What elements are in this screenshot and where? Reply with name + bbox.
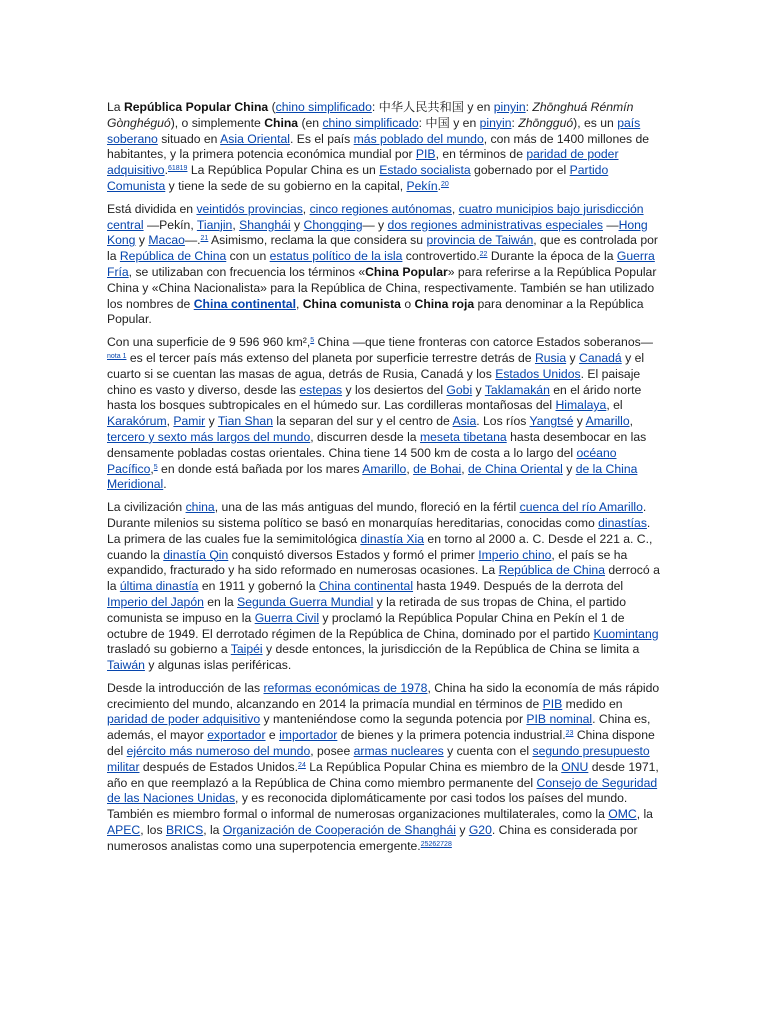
text-run: , en términos de — [435, 147, 527, 162]
article-link[interactable]: República de China — [119, 249, 227, 264]
text-run: , — [295, 296, 303, 311]
article-link[interactable]: China continental — [318, 579, 414, 594]
text-run: La civilización — [107, 500, 186, 515]
article-link[interactable]: océano Pacífico — [107, 445, 617, 476]
article-link[interactable]: Pekín — [406, 178, 438, 193]
reference-link[interactable]: 25262728 — [420, 840, 452, 848]
article-link[interactable]: paridad de poder adquisitivo — [107, 147, 619, 178]
article-link[interactable]: cinco regiones autónomas — [309, 201, 452, 216]
text-run: de bienes y la primera potencia industrial. — [337, 728, 566, 743]
text-run: , posee — [310, 744, 354, 759]
text-run: y desde entonces, la jurisdicción de la República de China se limita a — [262, 642, 640, 657]
article-link[interactable]: segundo presupuesto militar — [107, 744, 650, 774]
text-run: La República Popular China es un — [187, 163, 380, 178]
text-run: . — [437, 178, 442, 193]
italic-term: Zhōngguó — [518, 115, 574, 130]
text-run: . — [163, 477, 167, 492]
text-run: en 1911 y gobernó la — [198, 579, 319, 594]
article-link[interactable]: Estado socialista — [379, 163, 471, 178]
article-link[interactable]: Imperio chino — [478, 547, 552, 562]
text-run: , — [629, 414, 633, 429]
text-run: , — [461, 461, 468, 476]
bold-term: China Popular — [365, 264, 448, 279]
article-link[interactable]: cuenca del río Amarillo — [519, 500, 643, 515]
reference-superscript — [421, 841, 452, 848]
article-link[interactable]: pinyin — [479, 115, 512, 130]
article-link[interactable]: Pamir — [173, 414, 206, 429]
text-run: (en — [298, 115, 323, 130]
article-link[interactable]: Tian Shan — [217, 414, 273, 429]
text-run: es el tercer país más extenso del planeta por superficie terrestre detrás de — [126, 350, 535, 365]
text-run: , con más de 1400 millones de habitantes, y la primera potencia económica mundial por — [107, 131, 650, 162]
text-run: después de Estados Unidos. — [139, 759, 299, 774]
article-paragraph — [107, 681, 661, 855]
article-link[interactable]: Amarillo — [362, 461, 407, 476]
text-run: ), o simplemente — [170, 115, 265, 130]
reference-superscript — [107, 353, 126, 360]
text-run: derrocó a la — [107, 563, 660, 594]
article-link[interactable]: Estados Unidos — [495, 366, 581, 381]
text-run: , los — [140, 823, 166, 838]
text-run: » para referirse a la República Popular China y «China Nacionalista» para la República de China, respectivamente. También se han utilizado los nombres de — [107, 264, 657, 311]
text-run: hasta desembocar en las densamente pobladas costas orientales. China tiene 14 500 km de costa a lo largo del — [107, 429, 647, 460]
article-link[interactable]: Rusia — [534, 350, 567, 365]
article-link[interactable]: pinyin — [493, 100, 526, 114]
article-link[interactable]: Asia — [452, 414, 477, 429]
text-run: , una de las más antiguas del mundo, floreció en la fértil — [214, 500, 520, 515]
text-run: , — [150, 461, 154, 476]
article-link[interactable]: dinastías — [598, 515, 647, 530]
article-paragraph — [107, 500, 661, 674]
article-link[interactable]: meseta tibetana — [419, 429, 507, 444]
text-run: y la retirada de sus tropas de China, el partido comunista se impuso en la — [107, 594, 626, 625]
text-run: ( — [268, 100, 276, 114]
text-run: y — [566, 350, 580, 365]
reference-superscript — [298, 762, 306, 769]
article-link[interactable]: Taiwán — [107, 658, 145, 673]
article-link[interactable]: chino simplificado — [275, 100, 372, 114]
article-link[interactable]: china — [185, 500, 215, 515]
article-link[interactable]: China continental — [193, 296, 296, 311]
text-run: e — [265, 728, 280, 743]
text-run: , el — [606, 398, 623, 413]
article-link[interactable]: tercero y sexto más largos del mundo — [107, 429, 311, 444]
article-link[interactable]: Taklamakán — [484, 382, 550, 397]
text-run: en donde está bañada por los mares — [157, 461, 363, 476]
reference-link[interactable]: 22 — [479, 251, 488, 259]
article-link[interactable]: de Bohai — [413, 461, 462, 476]
text-run: , China ha sido la economía de más rápido crecimiento del mundo, alcanzando en 2014 la primacía mundial en términos de — [107, 680, 660, 711]
article-link[interactable]: reformas económicas de 1978 — [263, 680, 428, 695]
article-paragraph — [107, 202, 661, 328]
text-run: controvertido. — [402, 249, 480, 264]
text-run: gobernado por el — [470, 163, 570, 178]
text-run: y — [135, 233, 149, 248]
text-run: y — [573, 414, 586, 429]
article-link[interactable]: Taipéi — [230, 642, 263, 657]
article-link[interactable]: más poblado del mundo — [353, 131, 484, 146]
article-link[interactable]: importador — [279, 728, 338, 743]
text-run: y el cuarto si se cuentan las masas de agua, detrás de Rusia, Canadá y los — [107, 350, 645, 381]
text-run: . — [164, 163, 168, 178]
text-run: , discurren desde la — [310, 429, 420, 444]
article-link[interactable]: Himalaya — [555, 398, 607, 413]
article-link[interactable]: estepas — [299, 382, 343, 397]
bold-term: China comunista — [302, 296, 401, 311]
text-run: , — [232, 217, 240, 232]
article-link[interactable]: Asia Oriental — [220, 131, 290, 146]
article-link[interactable]: Partido Comunista — [107, 163, 609, 193]
article-link[interactable]: Yangtsé — [529, 414, 574, 429]
article-link[interactable]: estatus político de la isla — [269, 249, 403, 264]
text-run: . La primera de las cuales fue la semimitológica — [107, 515, 651, 546]
article-link[interactable]: chino simplificado — [322, 115, 419, 130]
article-link[interactable]: Macao — [148, 233, 185, 248]
text-run: : 中国 y en — [418, 115, 480, 130]
article-link[interactable]: PIB — [415, 147, 436, 162]
article-link[interactable]: PIB — [542, 696, 563, 711]
text-run: y manteniéndose como la segunda potencia por — [260, 712, 527, 727]
article-link[interactable]: de China Oriental — [468, 461, 563, 476]
text-run: : 中华人民共和国 y en — [371, 100, 494, 114]
article-link[interactable]: exportador — [207, 728, 266, 743]
reference-link[interactable]: 20 — [441, 180, 449, 188]
text-run: con un — [226, 249, 270, 264]
text-run: . China es considerada por numerosos analistas como una superpotencia emergente. — [107, 823, 638, 853]
text-run: y — [562, 461, 576, 476]
article-link[interactable]: dinastía Xia — [360, 531, 425, 546]
text-run: , el país se ha expandido, fracturado y ha sido reformado en numerosas ocasiones. La — [107, 547, 628, 578]
text-run: — y — [362, 217, 388, 232]
text-run: Durante la época de la — [487, 249, 617, 264]
text-run: y tiene la sede de su gobierno en la capital, — [165, 178, 407, 193]
text-run: China dispone del — [107, 728, 655, 759]
italic-term: Zhōnghuá Rénmín Gònghéguó — [107, 100, 634, 130]
article-link[interactable]: Organización de Cooperación de Shanghái — [222, 823, 456, 838]
text-run: y — [455, 823, 469, 838]
text-run: —Pekín, — [143, 217, 197, 232]
text-run: La República Popular China es miembro de la — [305, 759, 562, 774]
text-run: , — [302, 201, 310, 216]
article-link[interactable]: de la China Meridional — [107, 461, 638, 492]
article-link[interactable]: ejército más numeroso del mundo — [126, 744, 311, 759]
text-run: La — [107, 100, 124, 114]
article-link[interactable]: Kuomintang — [593, 626, 659, 641]
article-link[interactable]: APEC — [107, 823, 141, 838]
text-run: : — [525, 100, 533, 114]
article-body — [107, 100, 661, 862]
text-run: . Los ríos — [476, 414, 530, 429]
article-link[interactable]: Karakórum — [107, 414, 167, 429]
reference-link[interactable]: 21 — [200, 235, 209, 243]
text-run: y — [472, 382, 485, 397]
article-link[interactable]: G20 — [468, 823, 492, 838]
text-run: medido en — [562, 696, 623, 711]
article-link[interactable]: país soberano — [107, 115, 641, 146]
text-run: ), es un — [573, 115, 618, 130]
reference-link[interactable]: 5 — [153, 463, 158, 471]
article-link[interactable]: OMC — [608, 807, 637, 822]
text-run: Está dividida en — [107, 201, 197, 216]
text-run: China —que tiene fronteras con catorce Estados soberanos— — [314, 335, 653, 350]
text-run: . Es el país — [289, 131, 354, 146]
article-link[interactable]: República de China — [498, 563, 605, 578]
article-link[interactable]: Canadá — [579, 350, 622, 365]
article-link[interactable]: Guerra Civil — [254, 610, 320, 625]
text-run: —. — [184, 233, 201, 248]
article-link[interactable]: Consejo de Seguridad de las Naciones Unidas — [107, 775, 658, 806]
reference-superscript — [441, 181, 449, 188]
article-link[interactable]: Imperio del Japón — [107, 594, 204, 609]
reference-link[interactable]: 61819 — [167, 165, 188, 173]
reference-link[interactable]: 23 — [565, 730, 574, 738]
text-run: , — [406, 461, 414, 476]
text-run: desde 1971, año en que reemplazó a la República de China como miembro permanente del — [107, 759, 659, 790]
article-link[interactable]: Shanghái — [239, 217, 291, 232]
text-run: conquistó diversos Estados y formó el primer — [228, 547, 479, 562]
text-run: : — [511, 115, 519, 130]
article-link[interactable]: paridad de poder adquisitivo — [107, 712, 261, 727]
text-run: , que es controlada por la — [107, 233, 658, 264]
text-run: , la — [203, 823, 223, 838]
text-run: en el árido norte hasta los bosques subtropicales en el húmedo sur. Las cordilleras montañosas del — [107, 382, 642, 413]
article-link[interactable]: armas nucleares — [353, 744, 444, 759]
text-run: — — [602, 217, 619, 232]
text-run: Asimismo, reclama la que considera su — [208, 233, 427, 248]
article-link[interactable]: Hong Kong — [107, 217, 648, 248]
article-link[interactable]: Segunda Guerra Mundial — [237, 594, 374, 609]
text-run: y proclamó la República Popular China en Pekín el 1 de octubre de 1949. El derrotado régimen de la República de China, dominado por el partido — [107, 610, 625, 641]
article-link[interactable]: BRICS — [165, 823, 204, 838]
text-run: , se utilizaban con frecuencia los términos « — [128, 264, 366, 279]
bold-term: China roja — [414, 296, 475, 311]
text-run: . Durante milenios su sistema político se basó en monarquías hereditarias, conocidas como — [107, 500, 647, 530]
text-run: y algunas islas periféricas. — [144, 658, 292, 673]
reference-link[interactable]: 24 — [298, 761, 306, 769]
text-run: Con una superficie de 9 596 960 km², — [107, 335, 311, 350]
reference-link[interactable]: nota 1 — [107, 352, 127, 360]
text-run: . El paisaje chino es vasto y diverso, desde las — [107, 366, 641, 397]
text-run: , — [166, 414, 174, 429]
text-run: , la — [636, 807, 653, 822]
article-link[interactable]: provincia de Taiwán — [426, 233, 534, 248]
text-run: o — [400, 296, 415, 311]
article-link[interactable]: dinastía Qin — [163, 547, 229, 562]
text-run: situado en — [157, 131, 221, 146]
text-run: y — [290, 217, 304, 232]
article-link[interactable]: veintidós provincias — [196, 201, 303, 216]
text-run: en la — [203, 594, 238, 609]
article-paragraph — [107, 335, 661, 493]
text-run: en torno al 2000 a. C. Desde el 221 a. C., cuando la — [107, 531, 653, 562]
text-run: , y es reconocida diplomáticamente por casi todos los países del mundo. También es miembro formal o informal de numerosas organizaciones multilaterales, como la — [107, 791, 628, 822]
article-link[interactable]: Gobi — [446, 382, 473, 397]
article-link[interactable]: Guerra Fría — [107, 249, 655, 279]
article-link[interactable]: PIB nominal — [526, 712, 593, 727]
reference-link[interactable]: 5 — [310, 337, 315, 345]
reference-superscript — [168, 165, 187, 172]
text-run: para denominar a la República Popular. — [107, 296, 644, 327]
article-link[interactable]: Amarillo — [585, 414, 630, 429]
article-link[interactable]: Chongqing — [303, 217, 363, 232]
text-run: trasladó su gobierno a — [107, 642, 231, 657]
text-run: , — [451, 201, 459, 216]
article-link[interactable]: Tianjin — [196, 217, 233, 232]
text-run: y — [205, 414, 218, 429]
article-link[interactable]: cuatro municipios bajo jurisdicción central — [107, 201, 644, 232]
article-link[interactable]: última dinastía — [119, 579, 199, 594]
bold-term: China — [264, 115, 299, 130]
text-run: y cuenta con el — [443, 744, 533, 759]
text-run: hasta 1949. Después de la derrota del — [413, 579, 624, 594]
text-run: . China es, además, el mayor — [107, 712, 651, 743]
text-run: y los desiertos del — [342, 382, 447, 397]
text-run: Desde la introducción de las — [107, 680, 264, 695]
article-paragraph — [107, 100, 661, 195]
text-run: la separan del sur y el centro de — [272, 414, 453, 429]
article-link[interactable]: ONU — [561, 759, 589, 774]
bold-term: República Popular China — [123, 100, 269, 114]
article-link[interactable]: dos regiones administrativas especiales — [387, 217, 603, 232]
